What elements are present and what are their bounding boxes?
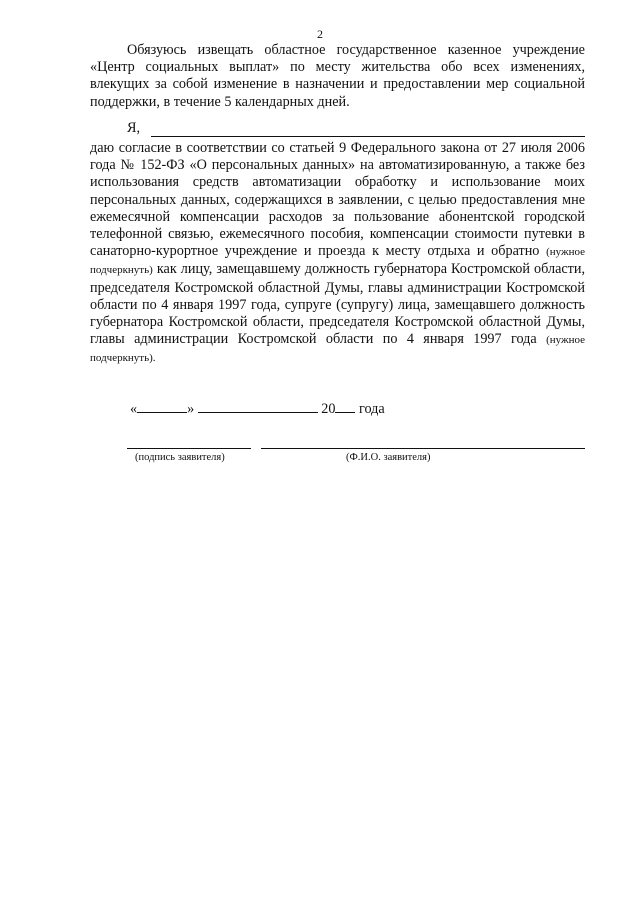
year-suffix: года bbox=[359, 401, 385, 417]
underline-note-1: (нужное подчеркнуть) bbox=[90, 246, 585, 277]
full-name-field[interactable] bbox=[261, 448, 585, 449]
underline-note-2: (нужное подчеркнуть). bbox=[90, 334, 585, 365]
signature-field[interactable] bbox=[127, 448, 251, 449]
consent-paragraph bbox=[90, 140, 585, 368]
full-name-caption: (Ф.И.О. заявителя) bbox=[346, 452, 431, 463]
applicant-name-field[interactable] bbox=[151, 136, 585, 137]
year-field[interactable] bbox=[335, 399, 355, 413]
consent-text-part1: даю согласие в соответствии со статьей 9 Федерального закона от 27 июля 2006 года № 152-ФЗ «О персональных данных» на автоматизированную, а также без использования средств автоматизации обработку и использование моих персональных данных, содержащихся в заявлении, с целью предоставления мне ежемесячной компенсации расходов за пользование абонентской городской телефонной связью, ежемесячного пособия, компенсации стоимости путевки в санаторно-курортное учреждение и проезда к месту отдыха и обратно bbox=[90, 140, 585, 260]
applicant-name-line bbox=[127, 120, 585, 140]
date-line bbox=[130, 399, 385, 418]
month-field[interactable] bbox=[198, 399, 318, 413]
page-number: 2 bbox=[317, 27, 323, 41]
date-open-quote: « bbox=[130, 401, 138, 417]
day-field[interactable] bbox=[137, 399, 187, 413]
consent-text-part2: как лицу, замещавшему должность губернатора Костромской области, председателя Костромской областной Думы, главы администрации Костромской области по 4 января 1997 года, супруге (супругу) лица, замещавшего должность губернатора Костромской области, председателя Костромской областной Думы, главы администрации Костромской области по 4 января 1997 года bbox=[90, 261, 586, 348]
year-prefix: 20 bbox=[321, 401, 336, 417]
obligation-paragraph: Обязуюсь извещать областное государственное казенное учреждение «Центр социальных выплат» по месту жительства обо всех изменениях, влекущих за собой изменение в назначении и предоставлении мер социальной поддержки, в течение 5 календарных дней. bbox=[90, 42, 585, 110]
signature-caption: (подпись заявителя) bbox=[135, 452, 225, 463]
ya-label: Я, bbox=[127, 120, 141, 136]
date-close-quote: » bbox=[187, 401, 195, 417]
